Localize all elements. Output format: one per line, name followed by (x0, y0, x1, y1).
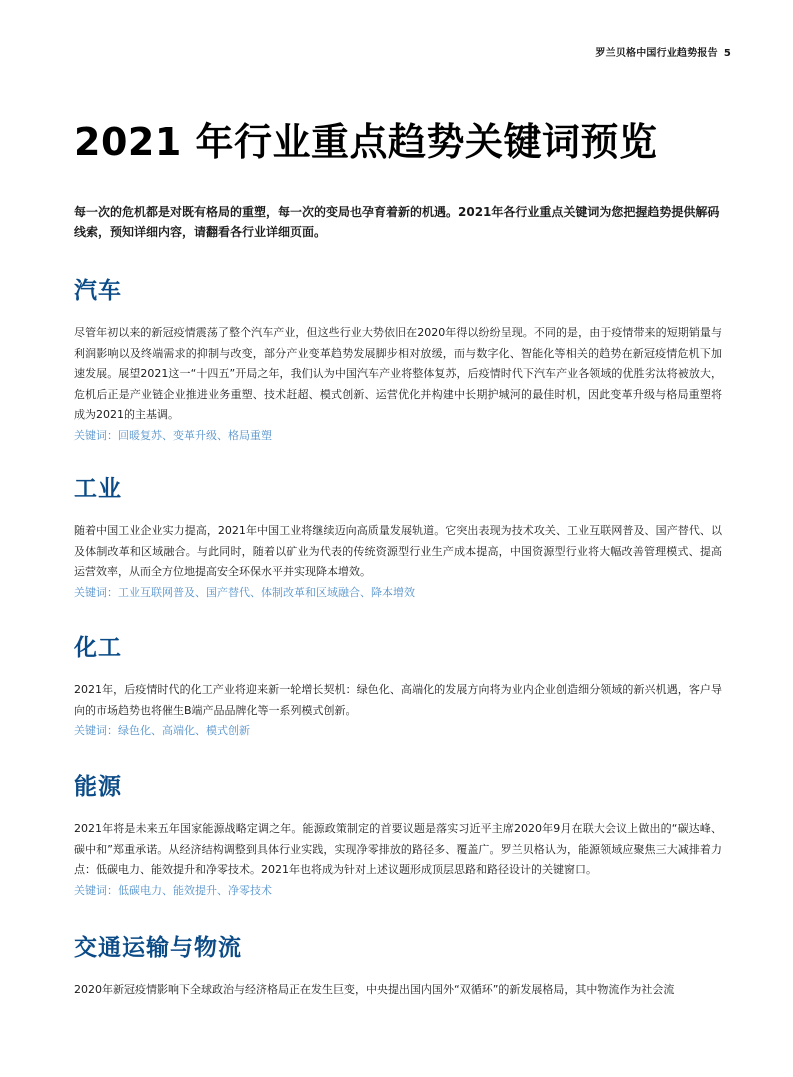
keywords-chemicals: 关键词：绿色化、高端化、模式创新 (74, 724, 250, 737)
page-number: 5 (723, 48, 731, 59)
section-transport-logistics (74, 933, 722, 1001)
section-heading-transport-logistics: 交通运输与物流 (74, 935, 242, 961)
section-heading-automotive: 汽车 (74, 278, 122, 304)
keywords-automotive: 关键词：回暖复苏、变革升级、格局重塑 (74, 428, 272, 442)
report-title: 罗兰贝格中国行业趋势报告 (595, 48, 718, 59)
section-energy (74, 772, 722, 901)
section-body-transport-logistics: 2020年新冠疫情影响下全球政治与经济格局正在发生巨变，中央提出国内国外“双循环”的新发展格局，其中物流作为社会流 (74, 983, 675, 996)
section-heading-industry: 工业 (74, 476, 122, 502)
keywords-energy: 关键词：低碳电力、能效提升、净零技术 (74, 883, 272, 897)
keywords-industry: 关键词：工业互联网普及、国产替代、体制改革和区域融合、降本增效 (74, 585, 415, 599)
section-body-industry: 随着中国工业企业实力提高，2021年中国工业将继续迈向高质量发展轨道。它突出表现为技术攻关、工业互联网普及、国产替代、以及体制改革和区域融合。与此同时，随着以矿业为代表的传统资源型行业生产成本提高，中国资源型行业将大幅改善管理模式、提高运营效率，从而全方位地提高安全环保水平并实现降本增效。 (74, 524, 722, 578)
section-industry (74, 474, 722, 603)
section-chemicals (74, 633, 722, 741)
page-header (595, 44, 731, 59)
section-heading-chemicals: 化工 (74, 635, 122, 661)
section-body-chemicals: 2021年，后疫情时代的化工产业将迎来新一轮增长契机：绿色化、高端化的发展方向将为业内企业创造细分领域的新兴机遇，客户导向的市场趋势也将催生B端产品品牌化等一系列模式创新。 (74, 683, 722, 717)
intro-paragraph: 每一次的危机都是对既有格局的重塑，每一次的变局也孕育着新的机遇。2021年各行业重点关键词为您把握趋势提供解码线索，预知详细内容，请翻看各行业详细页面。 (74, 205, 720, 239)
section-heading-energy: 能源 (74, 774, 122, 800)
page-title: 2021 年行业重点趋势关键词预览 (74, 120, 658, 164)
section-automotive (74, 276, 722, 446)
section-body-automotive: 尽管年初以来的新冠疫情震荡了整个汽车产业，但这些行业大势依旧在2020年得以纷纷呈现。不同的是，由于疫情带来的短期销量与利润影响以及终端需求的抑制与改变，部分产业变革趋势发展脚步相对放缓，而与数字化、智能化等相关的趋势在新冠疫情危机下加速发展。展望2021这一“十四五”开局之年，我们认为中国汽车产业将整体复苏，后疫情时代下汽车产业各领域的优胜劣汰将被放大，危机后正是产业链企业推进业务重塑、技术赶超、模式创新、运营优化并构建中长期护城河的最佳时机，因此变革升级与格局重塑将成为2021的主基调。 (74, 326, 722, 421)
section-body-energy: 2021年将是未来五年国家能源战略定调之年。能源政策制定的首要议题是落实习近平主席2020年9月在联大会议上做出的“碳达峰、碳中和”郑重承诺。从经济结构调整到具体行业实践，实现净零排放的路径多、覆盖广。罗兰贝格认为，能源领域应聚焦三大减排着力点：低碳电力、能效提升和净零技术。2021年也将成为针对上述议题形成顶层思路和路径设计的关键窗口。 (74, 822, 722, 876)
